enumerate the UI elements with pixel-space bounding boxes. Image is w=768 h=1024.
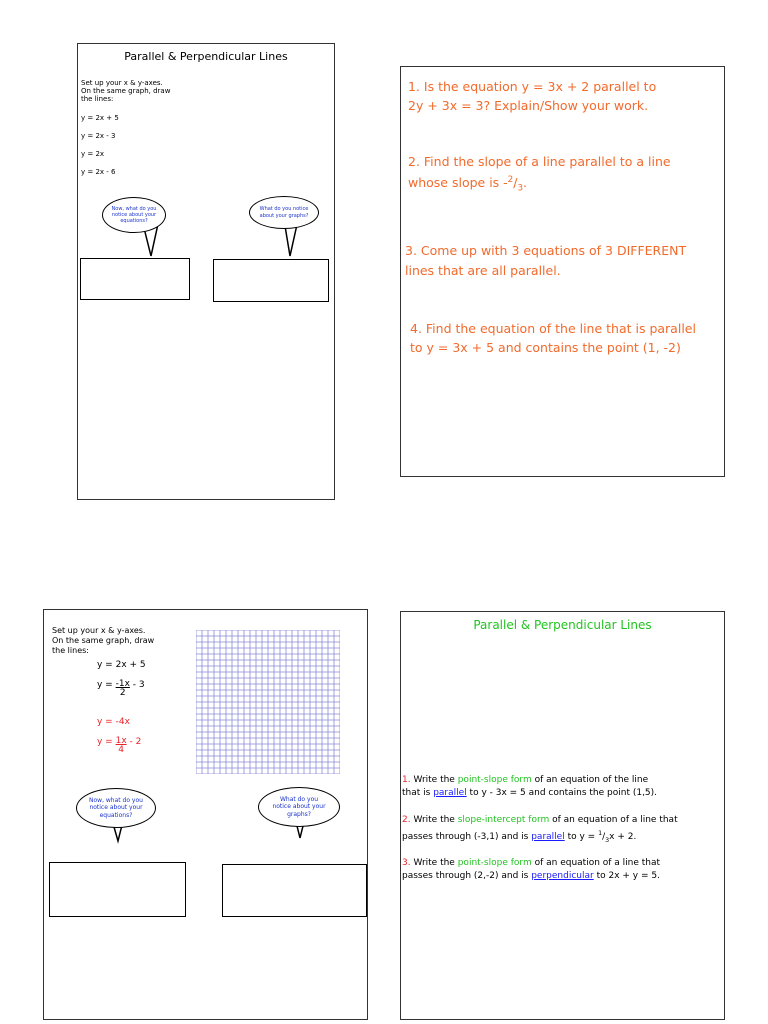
fraction-denominator: 3 xyxy=(605,836,610,844)
perpendicular-link[interactable]: perpendicular xyxy=(531,871,594,881)
problem-text: of an equation of a line that xyxy=(549,815,678,825)
problem-line xyxy=(402,814,678,827)
fraction xyxy=(116,680,130,698)
instruction-line: Set up your x & y-axes. xyxy=(81,79,163,87)
problem-text: of an equation of the line xyxy=(531,775,649,785)
parallel-link[interactable]: parallel xyxy=(531,832,565,842)
instruction-line: the lines: xyxy=(52,646,89,655)
equation: y = 2x xyxy=(81,150,105,158)
problem-2 xyxy=(402,814,678,847)
fraction-numerator: -1x xyxy=(115,679,130,689)
question-1 xyxy=(408,77,656,115)
problem-3 xyxy=(402,857,660,883)
problem-text: to 2x + y = 5. xyxy=(593,871,660,881)
slide-equation-problems xyxy=(400,611,725,1020)
form-term: point-slope form xyxy=(457,858,532,868)
question-line: to y = 3x + 5 and contains the point (1, -2) xyxy=(410,340,681,355)
fraction-numerator: 2 xyxy=(507,175,514,185)
problem-number: 1. xyxy=(402,775,411,785)
question-text: whose slope is - xyxy=(408,175,508,191)
problem-number: 2. xyxy=(402,815,411,825)
equation-text: y = xyxy=(97,737,116,747)
problem-line xyxy=(402,827,678,847)
fraction-denominator: 3 xyxy=(517,183,524,194)
problem-text: passes through (-3,1) and is xyxy=(402,832,532,842)
equation: y = 2x + 5 xyxy=(97,660,146,670)
question-line: 2y + 3x = 3? Explain/Show your work. xyxy=(408,98,649,113)
speech-bubble-graphs: What do you notice about your graphs? xyxy=(258,787,340,827)
equation-text: - 3 xyxy=(129,680,145,690)
graph-grid[interactable] xyxy=(196,630,340,774)
question-line: 4. Find the equation of the line that is parallel xyxy=(410,321,696,336)
instruction-line: On the same graph, draw xyxy=(81,87,171,95)
fraction-slash: / xyxy=(513,175,518,191)
answer-box[interactable] xyxy=(213,259,329,302)
question-line: 1. Is the equation y = 3x + 2 parallel to xyxy=(408,79,657,94)
problem-text: to y = xyxy=(564,832,599,842)
problem-text: of an equation of a line that xyxy=(531,858,661,868)
answer-box[interactable] xyxy=(222,864,367,917)
fraction-numerator: 1x xyxy=(115,736,127,746)
slide-title: Parallel & Perpendicular Lines xyxy=(124,50,288,63)
problem-number: 3. xyxy=(402,858,411,868)
equation: y = 2x - 6 xyxy=(81,168,116,176)
problem-text: Write the xyxy=(410,858,458,868)
instruction-line: Set up your x & y-axes. xyxy=(52,626,146,635)
equation: y = 2x - 3 xyxy=(81,132,116,140)
form-term: point-slope form xyxy=(457,775,532,785)
slide-parallel-lines-worksheet xyxy=(77,43,335,500)
equation: y = 2x + 5 xyxy=(81,114,119,122)
fraction-denominator: 2 xyxy=(119,688,126,698)
question-4 xyxy=(410,319,696,357)
problem-line xyxy=(402,870,660,883)
instructions xyxy=(52,626,154,656)
fraction xyxy=(116,737,127,755)
slide-title: Parallel & Perpendicular Lines xyxy=(473,618,652,632)
question-line: 2. Find the slope of a line parallel to a line xyxy=(408,154,671,169)
problem-text: passes through (2,-2) and is xyxy=(402,871,532,881)
equation-text: y = xyxy=(97,680,116,690)
question-2 xyxy=(408,152,671,199)
equation xyxy=(97,737,141,755)
fraction-denominator: 4 xyxy=(118,745,124,755)
fraction-slash: / xyxy=(602,832,606,842)
equation-text: - 2 xyxy=(126,737,142,747)
slide-graphing-worksheet xyxy=(43,609,368,1020)
question-3 xyxy=(405,241,686,281)
instruction-line: the lines: xyxy=(81,95,114,103)
problem-text: Write the xyxy=(410,775,458,785)
problem-text: to y - 3x = 5 and contains the point (1,5). xyxy=(466,788,658,798)
instructions xyxy=(81,79,170,103)
equation: y = -4x xyxy=(97,717,130,727)
speech-bubble-equations: Now, what do you notice about your equations? xyxy=(102,197,166,233)
answer-box[interactable] xyxy=(49,862,186,917)
problem-line xyxy=(402,787,657,800)
question-line xyxy=(408,171,671,199)
problem-text: that is xyxy=(402,788,434,798)
fraction-numerator: 1 xyxy=(598,830,603,837)
question-line: lines that are all parallel. xyxy=(405,263,561,278)
problem-line xyxy=(402,857,660,870)
slide-parallel-questions xyxy=(400,66,725,477)
form-term: slope-intercept form xyxy=(457,815,550,825)
problem-line xyxy=(402,774,657,787)
parallel-link[interactable]: parallel xyxy=(433,788,467,798)
speech-bubble-graphs: What do you notice about your graphs? xyxy=(249,196,319,229)
question-text: . xyxy=(523,175,528,191)
problem-text: x + 2. xyxy=(609,832,637,842)
problem-1 xyxy=(402,774,657,800)
speech-bubble-equations: Now, what do you notice about your equations? xyxy=(76,788,156,828)
question-line: 3. Come up with 3 equations of 3 DIFFERENT xyxy=(405,243,687,258)
answer-box[interactable] xyxy=(80,258,190,300)
problem-text: Write the xyxy=(410,815,458,825)
equation xyxy=(97,680,145,698)
instruction-line: On the same graph, draw xyxy=(52,636,155,645)
